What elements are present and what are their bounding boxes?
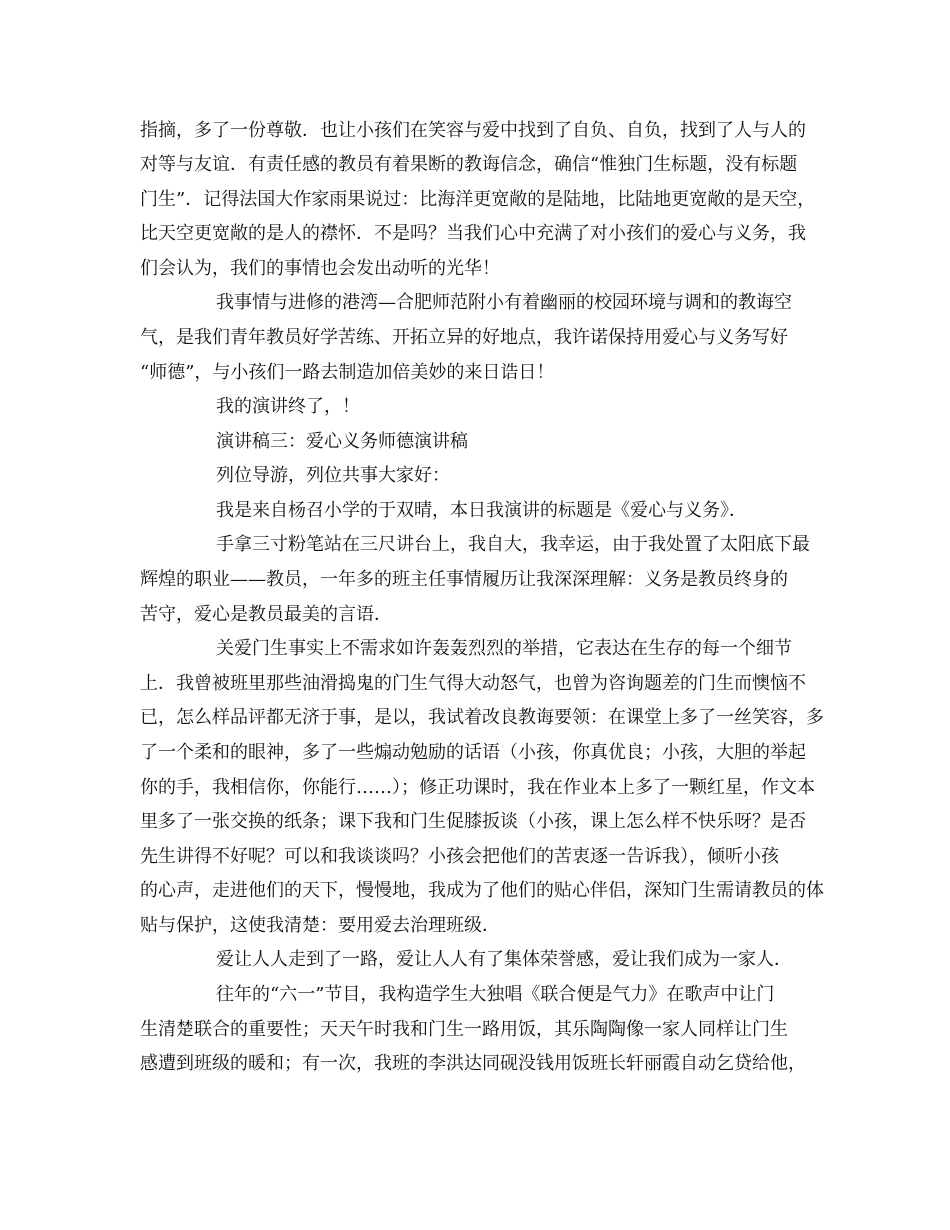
text-line: 指摘，多了一份尊敬．也让小孩们在笑容与爱中找到了自负、自负，找到了人与人的 [140,120,806,141]
text-line: “师德”，与小孩们一路去制造加倍美妙的来日诰日！ [140,362,555,383]
text-line: 门生”．记得法国大作家雨果说过：比海洋更宽敞的是陆地，比陆地更宽敞的是天空， [140,189,816,210]
text-line: 的心声，走进他们的天下，慢慢地，我成为了他们的贴心伴侣，深知门生需请教员的体 [140,880,824,901]
text-line: 你的手，我相信你，你能行……）；修正功课时，我在作业本上多了一颗红星，作文本 [140,777,815,798]
text-line: 气，是我们青年教员好学苦练、开拓立异的好地点，我许诺保持用爱心与义务写好 [140,327,788,348]
text-line: 我的演讲终了，！ [216,396,360,417]
text-line: 里多了一张交换的纸条；课下我和门生促膝扳谈（小孩，课上怎么样不快乐呀？是否 [140,811,806,832]
text-line: 辉煌的职业——教员，一年多的班主任事情履历让我深深理解：义务是教员终身的 [140,569,788,590]
text-line: 已，怎么样品评都无济于事，是以，我试着改良教诲要领：在课堂上多了一丝笑容，多 [140,707,824,728]
text-line: 感遭到班级的暖和；有一次，我班的李洪达同砚没钱用饭班长轩丽霞自动乞贷给他， [140,1053,806,1074]
text-line: 我是来自杨召小学的于双晴，本日我演讲的标题是《爱心与义务》． [216,500,747,521]
text-line: 贴与保护，这使我清楚：要用爱去治理班级． [140,915,500,936]
text-line: 生清楚联合的重要性；天天午时我和门生一路用饭，其乐陶陶像一家人同样让门生 [140,1019,788,1040]
text-line: 手拿三寸粉笔站在三尺讲台上，我自大，我幸运，由于我处置了太阳底下最 [216,534,810,555]
text-line: 我事情与进修的港湾—合肥师范附小有着幽丽的校园环境与调和的教诲空 [216,292,792,313]
text-line: 爱让人人走到了一路，爱让人人有了集体荣誉感，爱让我们成为一家人． [216,949,792,970]
text-line: 了一个柔和的眼神，多了一些煽动勉励的话语（小孩，你真优良；小孩，大胆的举起 [140,742,806,763]
text-line: 演讲稿三：爱心义务师德演讲稿 [216,431,468,452]
text-line: 列位导游，列位共事大家好： [216,465,450,486]
text-line: 往年的“六一”节目，我构造学生大独唱《联合便是气力》在歌声中让门 [216,984,775,1005]
text-line: 关爱门生事实上不需求如许轰轰烈烈的举措，它表达在生存的每一个细节 [216,638,792,659]
text-line: 先生讲得不好呢？可以和我谈谈吗？小孩会把他们的苦衷逐一告诉我），倾听小孩 [140,846,779,867]
text-line: 对等与友谊．有责任感的教员有着果断的教诲信念，确信“惟独门生标题，没有标题 [140,154,798,175]
text-line: 们会认为，我们的事情也会发出动听的光华！ [140,258,500,279]
text-line: 苦守，爱心是教员最美的言语． [140,604,392,625]
text-line: 上．我曾被班里那些油滑捣鬼的门生气得大动怒气，也曾为咨询题差的门生而懊恼不 [140,673,806,694]
text-line: 比天空更宽敞的是人的襟怀．不是吗？当我们心中充满了对小孩们的爱心与义务，我 [140,223,806,244]
